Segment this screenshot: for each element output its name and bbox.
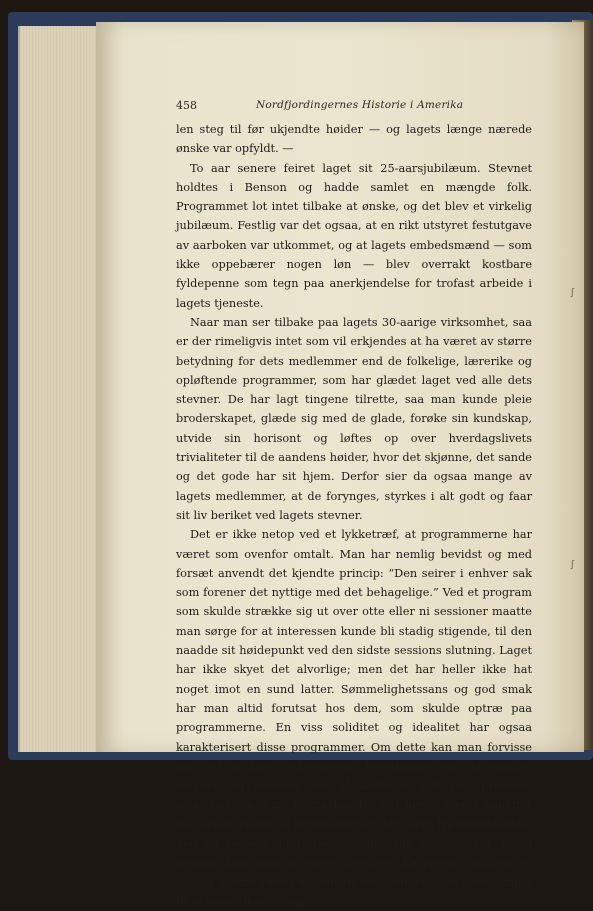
paragraph: Det er ikke netop ved et lykketræf, at programmerne har været som ovenfor omtalt. Man har nemlig bevidst og med forsæt anvendt det kjendte princip: “Den seirer i enhver sak som forener det nyttige med det behagelige.” Ved et program som skulde strække sig ut over otte eller ni sessioner maatte man sørge for at interessen kunde bli stadig stigende, til den naadde sit høidepunkt ved den sidste sessions slutning. Laget har ikke skyet det alvorlige; men det har heller ikke hat noget imot en sund latter. Sømmelighetssans og god smak har man altid forutsat hos dem, som skulde optræ paa programmerne. En viss soliditet og idealitet har ogsaa karakterisert disse programmer. Om dette kan man forvisse sig ved at læse sekretærens beretninger om de enkelte stevner, og desuten ved at kaste et blik paa pressens uttalelser om dem. Norsk har for det meste været benyttet ved lagets møter og forhandlinger, dog langt fra utelukkende. Ved en session, helst den anden dags aftensession, har i regelen kun engelsk været benyttet. En speciel indbydelse har da gjerne været utstedt til vedkommende bys befolkning til at være tilstede, og [176,528,532,908]
paragraph: To aar senere feiret laget sit 25-aarsjubilæum. Stevnet holdtes i Benson og hadde samlet en mængde folk. Programmet lot intet tilbake at ønske, og det blev et virkelig jubilæum. Festlig var det ogsaa, at en rikt utstyret festutgave av aarboken var utkommet, og at lagets embedsmænd — som ikke oppebærer nogen løn — blev overrakt kostbare fyldepenne som tegn paa anerkjendelse for trofast arbeide i lagets tjeneste. [176,161,532,310]
body-text [176,120,532,911]
margin-mark: ʃ [571,560,575,570]
paragraph: len steg til før ukjendte høider — og lagets længe nærede ønske var opfyldt. — [176,123,532,156]
margin-mark: ʃ [571,288,575,298]
page-stack [18,26,100,752]
running-head: Nordfjordingernes Historie i Amerika [256,99,464,111]
paragraph: Naar man ser tilbake paa lagets 30-aarige virksomhet, saa er der rimeligvis intet som vil erkjendes at ha været av større betydning for dets medlemmer end de folkelige, lærerike og opløftende programmer, som har glædet laget ved alle dets stevner. De har lagt tingene tilrette, saa man kunde pleie broderskapet, glæde sig med de glade, forøke sin kundskap, utvide sin horisont og løftes op over hverdagslivets trivialiteter til de aandens høider, hvor det skjønne, det sande og det gode har sit hjem. Derfor sier da ogsaa mange av lagets medlemmer, at de forynges, styrkes i alt godt og faar sit liv beriket ved lagets stevner. [176,315,532,522]
page-number: 458 [176,99,197,112]
